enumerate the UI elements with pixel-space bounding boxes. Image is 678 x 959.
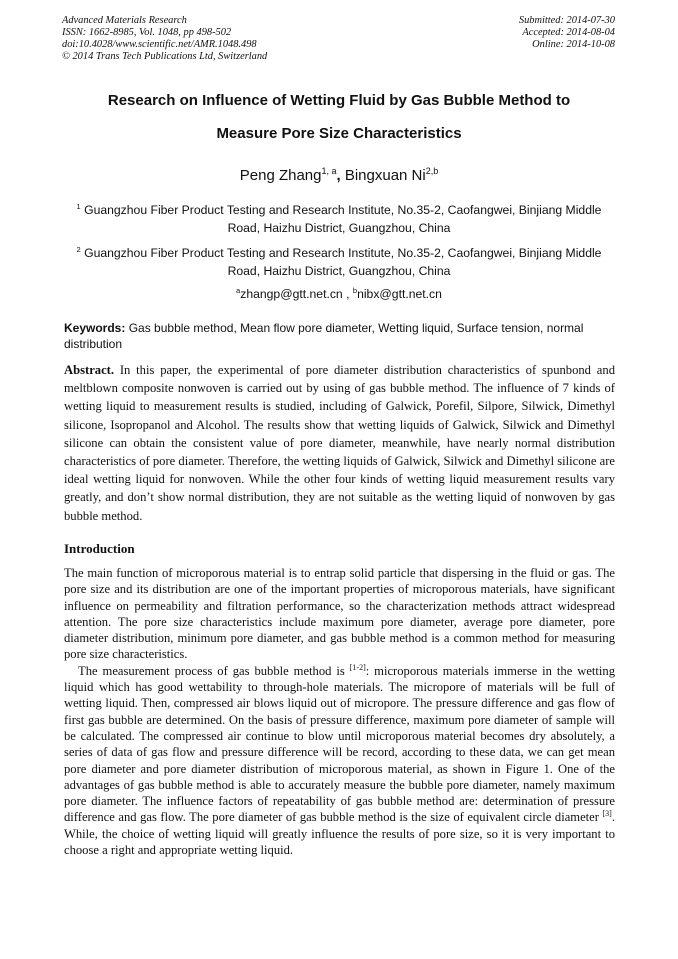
paper-title-line-2: Measure Pore Size Characteristics: [216, 125, 462, 142]
citation-3[interactable]: [3]: [602, 809, 612, 819]
abstract-text: In this paper, the experimental of pore diameter distribution characteristics of spunbond and meltblown composite nonwoven is carried out by using of gas bubble method. The influence of 7 kinds of wetting liquid to measurement results is studied, including of Galwick, Porefil, Silpore, Silwick, Dimethyl silicone, Isopropanol and Alcohol. The results show that wetting liquids of Galwick, Silwick and Dimethyl silicone can obtain the consistent value of pore diameter, meanwhile, have nearly normal distribution characteristics of pore diameter. Therefore, the wetting liquids of Galwick, Silwick and Dimethyl silicone are ideal wetting liquid for nonwoven. While the other four kinds of wetting liquid measurement results vary greatly, and don’t show normal distribution, they are not suitable as the wetting liquid of nonwoven by gas bubble method.: [64, 363, 615, 523]
affiliation-1-marker: 1: [76, 202, 81, 211]
affiliation-1: [62, 201, 616, 237]
abstract-label: Abstract.: [64, 363, 115, 377]
accepted-date: Accepted: 2014-08-04: [522, 27, 615, 38]
introduction-body: [64, 565, 615, 858]
journal-name: Advanced Materials Research: [62, 15, 187, 26]
doi-line: doi:10.4028/www.scientific.net/AMR.1048.498: [62, 39, 257, 50]
email-2-link[interactable]: nibx@gtt.net.cn: [357, 287, 442, 301]
paragraph-2-text-b: : microporous materials immerse in the wetting liquid which has good wettability to through-hole materials. The micropore of materials will be full of wetting liquid. Then, compressed air blows liquid out of micropore. The pressure difference and gas flow of first gas bubble are determined. On the basis of pressure difference, maximum pore diameter of sample will be calculated. The compressed air continue to blow until microporous material becomes dry absolutely, a series of data of gas flow and pressure difference will be record, according to these data, we can get mean pore diameter and pore diameter distribution of microporous material, as shown in Figure 1. One of the advantages of gas bubble method is able to accurately measure the bubble pore diameter, namely maximum pore diameter. The influence factors of repeatability of gas bubble method are: determination of pressure difference and gas flow. The pore diameter of gas bubble method is the size of equivalent circle diameter: [64, 663, 616, 825]
author-separator: ,: [336, 167, 341, 184]
introduction-paragraph-2: [64, 663, 615, 859]
affiliation-2-text: Guangzhou Fiber Product Testing and Research Institute, No.35-2, Caofangwei, Binjiang Middle Road, Haizhu District, Guangzhou, China: [84, 246, 602, 278]
author-1-name: Peng Zhang: [239, 167, 322, 184]
paragraph-2-text-a: The measurement process of gas bubble method is: [78, 663, 350, 678]
online-date: Online: 2014-10-08: [532, 39, 615, 50]
submitted-date: Submitted: 2014-07-30: [518, 15, 615, 26]
email-1-marker: a: [236, 286, 241, 295]
email-2-marker: b: [352, 286, 358, 295]
introduction-paragraph-1: The main function of microporous material is to entrap solid particle that dispersing in the fluid or gas. The pore size and its distribution are one of the important properties of microporous materials, have significant influence on permeability and filtration performance, so the characterization methods attract widespread attention. The pore size characteristics include maximum pore diameter, average pore diameter, pore diameter distribution, minimum pore diameter, and gas bubble method is a common method for measuring pore size characteristics.: [64, 566, 615, 662]
affiliation-2: [62, 244, 616, 280]
citation-1-2[interactable]: [1-2]: [349, 662, 366, 672]
email-1-link[interactable]: zhangp@gtt.net.cn: [240, 287, 343, 301]
keywords-text: Gas bubble method, Mean flow pore diameter, Wetting liquid, Surface tension, normal distribution: [64, 321, 584, 351]
issn-line: ISSN: 1662-8985, Vol. 1048, pp 498-502: [62, 27, 232, 38]
affiliation-2-marker: 2: [76, 245, 81, 254]
author-2-affiliation-mark: 2,b: [425, 166, 439, 176]
publication-dates: [519, 15, 615, 51]
affiliation-1-text: Guangzhou Fiber Product Testing and Research Institute, No.35-2, Caofangwei, Binjiang Middle Road, Haizhu District, Guangzhou, China: [84, 203, 602, 235]
paragraph-2-text-c: . While, the choice of wetting liquid will greatly influence the results of pore size, so it is very important to choose a right and appropriate wetting liquid.: [64, 810, 615, 858]
keywords-block: [64, 320, 615, 352]
email-line: [40, 286, 638, 302]
copyright-line: © 2014 Trans Tech Publications Ltd, Switzerland: [62, 51, 268, 62]
keywords-label: Keywords:: [64, 321, 126, 335]
paper-title-line-1: Research on Influence of Wetting Fluid by Gas Bubble Method to: [107, 92, 571, 109]
author-1-affiliation-mark: 1, a: [321, 166, 337, 176]
author-2-name: Bingxuan Ni: [344, 167, 426, 184]
email-separator: ,: [342, 287, 353, 301]
author-list: [40, 167, 638, 185]
journal-info: [62, 15, 267, 63]
abstract-block: [64, 361, 615, 525]
introduction-heading: Introduction: [64, 541, 135, 556]
